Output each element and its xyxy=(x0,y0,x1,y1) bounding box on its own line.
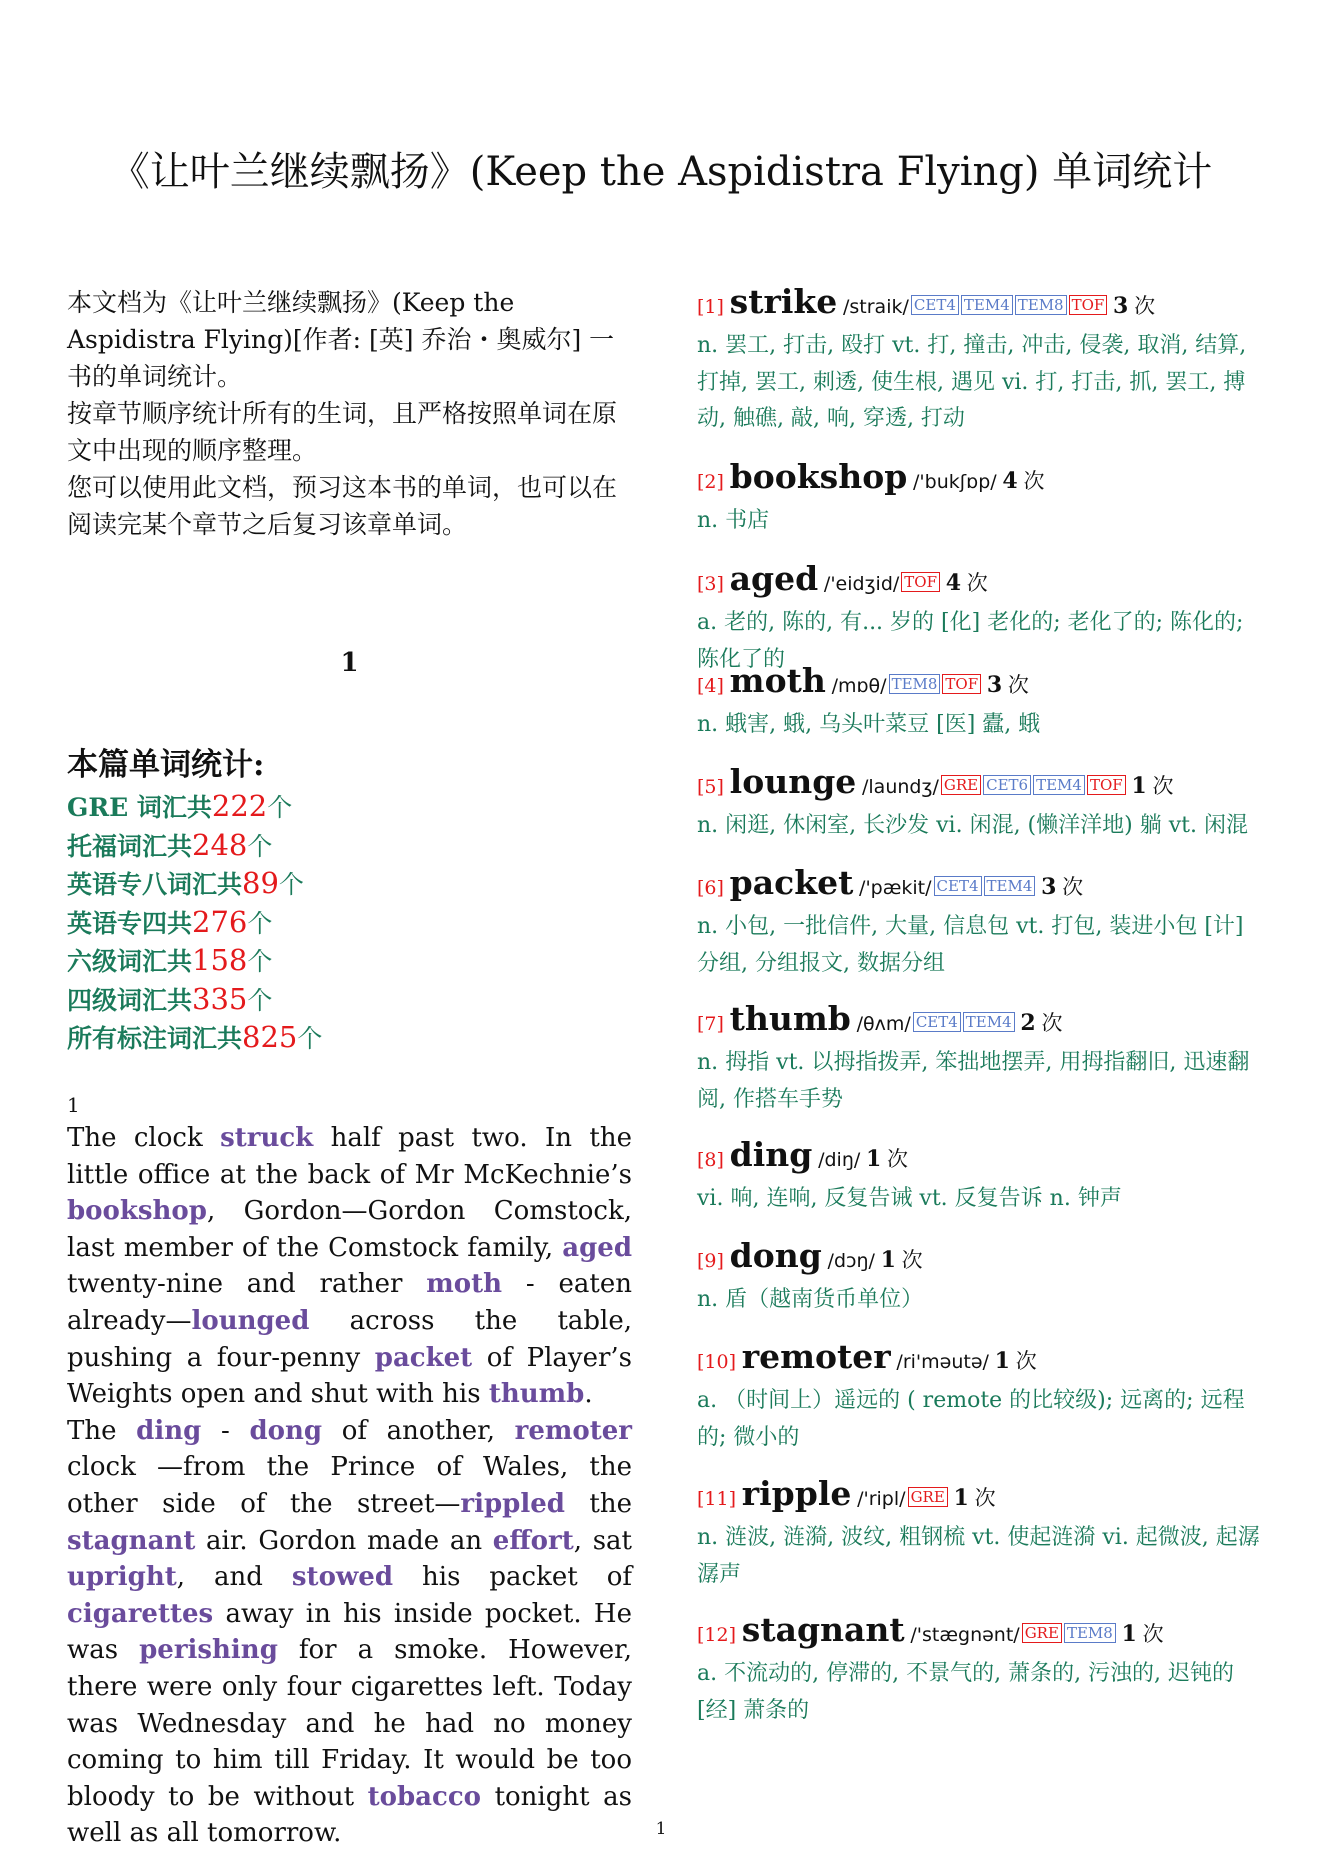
vocab-word-highlight: bookshop xyxy=(67,1196,207,1227)
vocab-word-highlight: rippled xyxy=(460,1488,565,1519)
vocab-index: [10] xyxy=(697,1351,737,1373)
vocab-word-highlight: aged xyxy=(562,1232,632,1263)
vocab-definition: n. 闲逛, 休闲室, 长沙发 vi. 闲混, (懒洋洋地) 躺 vt. 闲混 xyxy=(697,813,1248,838)
stat-count: 825 xyxy=(242,1020,298,1054)
stat-label: 托福词汇共 xyxy=(67,831,193,861)
vocab-count-unit: 次 xyxy=(887,1147,909,1171)
intro-paragraph: 本文档为《让叶兰继续飘扬》(Keep the Aspidistra Flying)[作者: [英] 乔治・奥威尔] 一书的单词统计。 xyxy=(67,288,615,391)
vocab-entry xyxy=(697,282,1267,438)
stat-label: 六级词汇共 xyxy=(67,947,193,976)
vocab-tag: TEM4 xyxy=(961,295,1013,315)
stat-label: 英语专四共 xyxy=(67,908,193,938)
vocab-tag: TOF xyxy=(942,674,981,694)
stat-line xyxy=(67,942,632,981)
vocab-definition: n. 拇指 vt. 以拇指拨弄, 笨拙地摆弄, 用拇指翻旧, 迅速翻阅, 作搭车手势 xyxy=(697,1050,1250,1112)
vocab-word: aged xyxy=(729,559,819,598)
vocab-word-highlight: ding xyxy=(136,1415,202,1446)
chapter-heading: 1 xyxy=(340,648,359,678)
vocab-entry xyxy=(697,1474,1267,1593)
vocab-entry xyxy=(697,661,1267,744)
vocab-phonetic: /mɒθ/ xyxy=(831,675,887,697)
vocab-word-highlight: perishing xyxy=(139,1635,278,1666)
stats-block xyxy=(67,742,632,1058)
vocab-entry xyxy=(697,1236,1267,1319)
vocab-count: 1 xyxy=(866,1146,882,1172)
section-number: 1 xyxy=(67,1093,80,1117)
vocab-headword-line xyxy=(697,1610,1267,1656)
intro-paragraph: 按章节顺序统计所有的生词，且严格按照单词在原文中出现的顺序整理。 xyxy=(67,399,618,465)
vocab-tag: TEM8 xyxy=(1015,295,1067,315)
stat-count: 335 xyxy=(192,981,248,1016)
vocab-headword-line xyxy=(697,1474,1267,1520)
vocab-count: 1 xyxy=(953,1485,969,1511)
vocab-word-highlight: stowed xyxy=(291,1562,394,1593)
vocab-tag: TOF xyxy=(1069,295,1108,315)
vocab-word: packet xyxy=(729,863,854,902)
vocab-word: ding xyxy=(729,1135,813,1174)
vocab-word-highlight: remoter xyxy=(514,1415,632,1446)
vocab-index: [11] xyxy=(697,1488,737,1510)
vocab-word-highlight: upright xyxy=(67,1562,177,1593)
vocab-definition: a. 老的, 陈的, 有... 岁的 [化] 老化的; 老化了的; 陈化的; 陈化了的 xyxy=(697,610,1244,672)
vocab-count-unit: 次 xyxy=(1041,1011,1063,1035)
vocab-tag: CET6 xyxy=(983,775,1031,795)
stats-list xyxy=(67,788,632,1058)
vocab-definition: n. 盾（越南货币单位） xyxy=(697,1287,924,1312)
vocab-count-unit: 次 xyxy=(901,1248,923,1272)
vocab-definition: n. 蛾害, 蛾, 乌头叶菜豆 [医] 蠹, 蛾 xyxy=(697,712,1041,737)
vocab-entry xyxy=(697,1337,1267,1456)
passage xyxy=(67,1090,632,1852)
stat-line xyxy=(67,1019,632,1058)
vocab-word: ripple xyxy=(741,1474,852,1513)
vocab-index: [4] xyxy=(697,675,724,697)
stat-line xyxy=(67,904,632,943)
vocab-count: 1 xyxy=(1131,773,1147,799)
stat-count: 222 xyxy=(211,789,268,823)
vocab-count-unit: 次 xyxy=(1023,469,1045,493)
vocab-index: [2] xyxy=(697,471,724,493)
vocab-phonetic: /'ripl/ xyxy=(857,1488,906,1510)
vocab-word: stagnant xyxy=(741,1610,905,1649)
vocab-count-unit: 次 xyxy=(1062,875,1084,899)
vocab-definition: vi. 响, 连响, 反复告诫 vt. 反复告诉 n. 钟声 xyxy=(697,1186,1122,1211)
vocab-count-unit: 次 xyxy=(1134,294,1156,318)
vocab-word-highlight: packet xyxy=(374,1342,473,1373)
vocab-entry xyxy=(697,1610,1267,1729)
vocab-tag: TOF xyxy=(901,572,940,592)
intro-paragraph: 您可以使用此文档，预习这本书的单词，也可以在阅读完某个章节之后复习该章单词。 xyxy=(67,473,618,539)
vocab-index: [9] xyxy=(697,1250,724,1272)
vocab-tag: TOF xyxy=(1087,775,1126,795)
stat-count: 276 xyxy=(192,904,248,939)
vocab-headword-line xyxy=(697,863,1267,909)
vocab-word-highlight: lounged xyxy=(191,1305,310,1336)
vocab-tag: TEM8 xyxy=(1064,1623,1116,1643)
vocab-index: [12] xyxy=(697,1624,737,1646)
vocab-tag: GRE xyxy=(1022,1623,1062,1643)
stat-label: GRE 词汇共 xyxy=(67,793,212,822)
vocab-phonetic: /ri'məutə/ xyxy=(896,1351,989,1373)
vocab-count-unit: 次 xyxy=(1007,673,1029,697)
vocab-index: [8] xyxy=(697,1149,724,1171)
vocab-tag: CET4 xyxy=(934,876,982,896)
vocab-count-unit: 次 xyxy=(1152,774,1174,798)
vocab-count: 1 xyxy=(880,1247,896,1273)
vocab-word-highlight: moth xyxy=(426,1269,503,1300)
passage-paragraph: The clock struck half past two. In the little office at the back of Mr McKechnie’s bookshop, Gordon—Gordon Comstock, last member of the Comstock family, aged twenty-nine and rather moth - eaten already—lounged across the table, pushing a four-penny packet of Player’s Weights open and shut with his thumb. xyxy=(67,1123,632,1410)
stat-label: 英语专八词汇共 xyxy=(67,870,243,899)
vocab-phonetic: /'pækit/ xyxy=(859,877,932,899)
vocab-headword-line xyxy=(697,999,1267,1045)
vocab-phonetic: /straik/ xyxy=(843,296,909,318)
vocab-headword-line xyxy=(697,559,1267,605)
vocab-phonetic: /'bukʃɒp/ xyxy=(913,471,997,493)
page-number: 1 xyxy=(655,1819,667,1839)
vocab-tag: GRE xyxy=(941,775,981,795)
stat-unit: 个 xyxy=(247,908,273,938)
vocab-word: thumb xyxy=(729,999,851,1038)
vocab-tag: TEM4 xyxy=(1033,775,1085,795)
vocab-word-highlight: dong xyxy=(249,1415,323,1446)
vocab-count-unit: 次 xyxy=(974,1486,996,1510)
vocab-headword-line xyxy=(697,661,1267,707)
vocab-entry xyxy=(697,1135,1267,1218)
vocab-index: [7] xyxy=(697,1013,724,1035)
vocab-headword-line xyxy=(697,1135,1267,1181)
vocab-tag: TEM8 xyxy=(889,674,941,694)
vocab-count: 3 xyxy=(986,672,1003,698)
vocab-index: [3] xyxy=(697,573,724,595)
vocab-entry xyxy=(697,863,1267,982)
vocab-definition: n. 书店 xyxy=(697,508,770,533)
intro xyxy=(67,284,632,543)
vocab-count-unit: 次 xyxy=(1015,1349,1037,1373)
vocab-definition: n. 罢工, 打击, 殴打 vt. 打, 撞击, 冲击, 侵袭, 取消, 结算, 打掉, 罢工, 刺透, 使生根, 遇见 vi. 打, 打击, 抓, 罢工, 搏动, 触礁, 敲, 响, 穿透, 打动 xyxy=(697,333,1247,432)
stat-count: 248 xyxy=(192,827,248,862)
stat-line xyxy=(67,981,632,1020)
vocab-tag: TEM4 xyxy=(963,1012,1015,1032)
vocab-index: [1] xyxy=(697,296,724,318)
vocab-count: 3 xyxy=(1041,874,1057,900)
vocab-entry xyxy=(697,457,1267,540)
vocab-word: strike xyxy=(729,282,838,321)
vocab-tag: CET4 xyxy=(913,1012,961,1032)
stats-title: 本篇单词统计: xyxy=(67,747,265,783)
vocab-word: dong xyxy=(729,1236,822,1275)
vocab-phonetic: /'stægnənt/ xyxy=(910,1624,1020,1646)
vocab-word-highlight: cigarettes xyxy=(67,1598,214,1629)
stat-unit: 个 xyxy=(267,793,293,822)
vocab-tag: CET4 xyxy=(911,295,959,315)
vocab-tag: TEM4 xyxy=(984,876,1036,896)
stat-count: 89 xyxy=(242,866,279,900)
stat-unit: 个 xyxy=(247,831,273,861)
vocab-word-highlight: thumb xyxy=(488,1379,585,1410)
vocab-word: remoter xyxy=(741,1337,891,1376)
stat-label: 四级词汇共 xyxy=(67,985,193,1015)
vocab-definition: a. （时间上）遥远的 ( remote 的比较级); 远离的; 远程的; 微小的 xyxy=(697,1388,1245,1450)
stat-unit: 个 xyxy=(278,870,304,899)
vocab-definition: n. 涟波, 涟漪, 波纹, 粗钢梳 vt. 使起涟漪 vi. 起微波, 起潺潺声 xyxy=(697,1525,1260,1587)
vocab-count: 1 xyxy=(1121,1621,1137,1647)
vocab-count: 1 xyxy=(994,1348,1010,1374)
vocab-count: 4 xyxy=(945,570,962,596)
vocab-count-unit: 次 xyxy=(1142,1622,1164,1646)
vocab-count: 4 xyxy=(1002,468,1018,494)
vocab-phonetic: /dɔŋ/ xyxy=(827,1250,875,1272)
vocab-phonetic: /'eidʒid/ xyxy=(823,573,900,595)
stat-unit: 个 xyxy=(247,985,273,1015)
vocab-entry xyxy=(697,762,1267,845)
vocab-tag: GRE xyxy=(908,1487,948,1507)
stat-label: 所有标注词汇共 xyxy=(67,1024,243,1053)
vocab-phonetic: /diŋ/ xyxy=(818,1149,861,1171)
passage-paragraph: The ding - dong of another, remoter clock —from the Prince of Wales, the other side of the street—rippled the stagnant air. Gordon made an effort, sat upright, and stowed his packet of cigarettes away in his inside pocket. He was perishing for a smoke. However, there were only four cigarettes left. Today was Wednesday and he had no money coming to him till Friday. It would be too bloody to be without tobacco tonight as well as all tomorrow. xyxy=(67,1415,632,1849)
vocab-headword-line xyxy=(697,1236,1267,1282)
vocab-definition: a. 不流动的, 停滞的, 不景气的, 萧条的, 污浊的, 迟钝的 [经] 萧条的 xyxy=(697,1661,1235,1723)
vocab-headword-line xyxy=(697,762,1267,808)
vocab-entry xyxy=(697,999,1267,1118)
vocab-word: moth xyxy=(729,661,826,700)
vocab-count-unit: 次 xyxy=(966,571,988,595)
vocab-headword-line xyxy=(697,282,1267,328)
stat-line xyxy=(67,827,632,866)
vocab-word: lounge xyxy=(729,762,857,801)
stat-line xyxy=(67,788,632,827)
vocab-word: bookshop xyxy=(729,457,908,496)
vocab-headword-line xyxy=(697,457,1267,503)
stat-unit: 个 xyxy=(247,947,273,976)
vocab-word-highlight: tobacco xyxy=(367,1781,482,1812)
vocab-count: 2 xyxy=(1020,1010,1036,1036)
stat-count: 158 xyxy=(192,943,248,977)
vocab-phonetic: /θʌm/ xyxy=(856,1013,911,1035)
vocab-word-highlight: stagnant xyxy=(67,1525,196,1556)
stat-unit: 个 xyxy=(297,1024,323,1053)
vocab-index: [6] xyxy=(697,877,724,899)
vocab-headword-line xyxy=(697,1337,1267,1383)
stat-line xyxy=(67,865,632,904)
vocab-count: 3 xyxy=(1113,293,1129,319)
vocab-phonetic: /laundʒ/ xyxy=(862,776,939,798)
vocab-index: [5] xyxy=(697,776,724,798)
vocab-word-highlight: struck xyxy=(220,1123,314,1153)
vocab-definition: n. 小包, 一批信件, 大量, 信息包 vt. 打包, 装进小包 [计] 分组, 分组报文, 数据分组 xyxy=(697,914,1244,976)
document-title: 《让叶兰继续飘扬》(Keep the Aspidistra Flying) 单词统计 xyxy=(109,149,1213,195)
vocab-word-highlight: effort xyxy=(492,1525,574,1556)
